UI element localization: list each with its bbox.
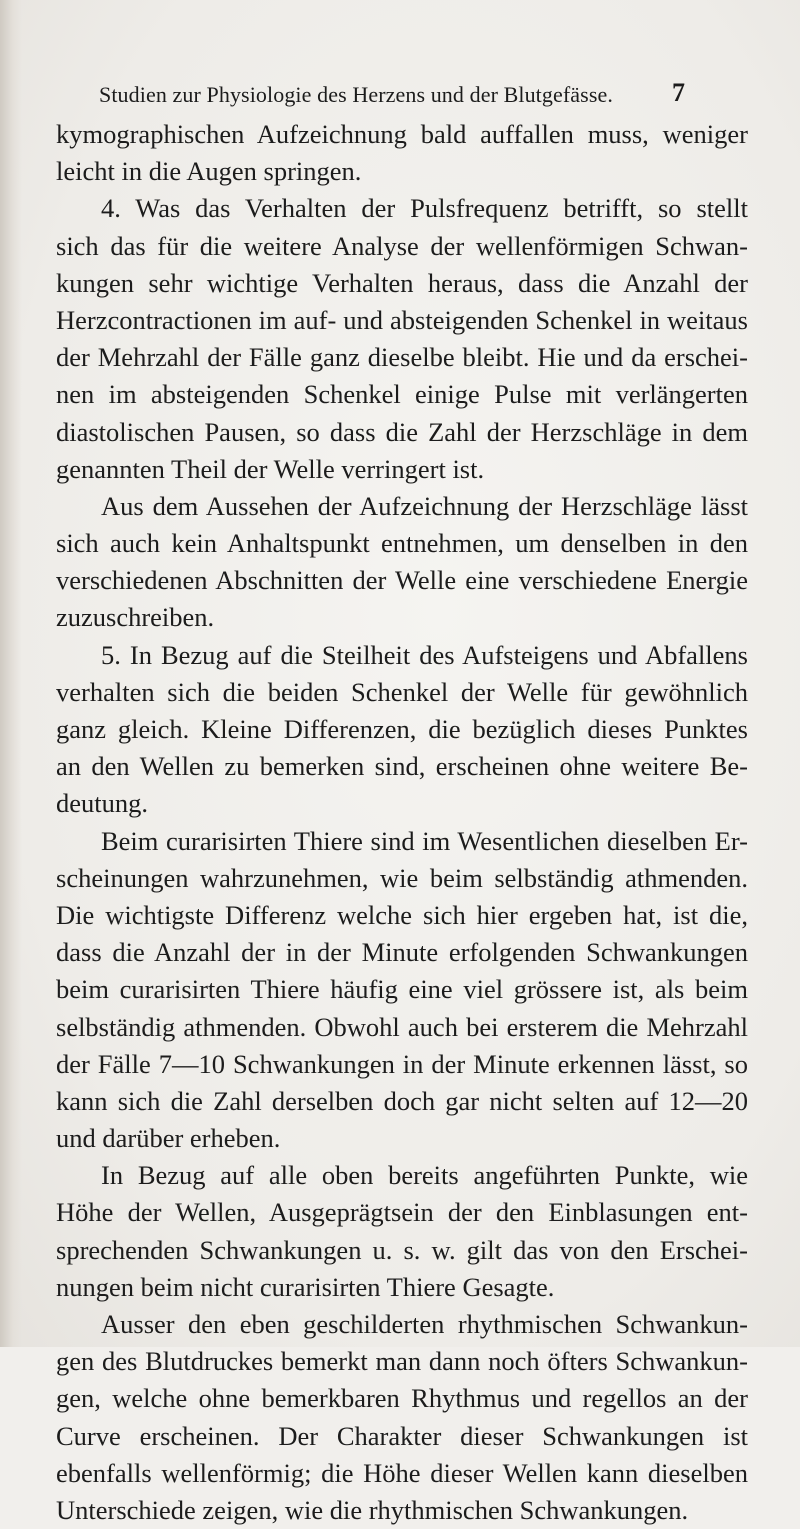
text-line: sich das für die weitere Analyse der wellenförmigen Schwan- [56,230,748,261]
text-line: der Mehrzahl der Fälle ganz dieselbe bleibt. Hie und da erschei- [56,342,748,373]
text-line: ganz gleich. Kleine Differenzen, die bezüglich dieses Punktes [56,714,748,744]
text-line: Herzcontractionen im auf- und absteigenden Schenkel in weitaus [56,304,748,335]
text-line: verhalten sich die beiden Schenkel der Welle für gewöhnlich [56,676,748,707]
page-header [0,78,800,118]
text-line: dass die Anzahl der in der Minute erfolgenden Schwankungen [56,937,748,968]
text-line: genannten Theil der Welle verringert ist. [56,453,485,484]
text-line: 5. In Bezug auf die Steilheit des Aufsteigens und Abfallens [101,639,748,670]
running-title: Studien zur Physiologie des Herzens und der Blutgefässe. [99,82,613,107]
text-line: Curve erscheinen. Der Charakter dieser Schwankungen ist [56,1420,748,1451]
page-binding-edge [0,0,22,1347]
text-line: deutung. [56,788,148,819]
text-line: kymographischen Aufzeichnung bald auffallen muss, weniger [56,119,748,149]
text-line: sprechenden Schwankungen u. s. w. gilt das von den Erschei- [56,1234,748,1265]
text-line: Ausser den eben geschilderten rhythmischen Schwankun- [101,1309,748,1339]
text-line: scheinungen wahrzunehmen, wie beim selbständig athmenden. [56,862,748,893]
text-line: Die wichtigste Differenz welche sich hier ergeben hat, ist die, [56,899,748,930]
body-text [56,116,748,1529]
text-line: nen im absteigenden Schenkel einige Pulse mit verlängerten [56,379,748,410]
text-line: In Bezug auf alle oben bereits angeführten Punkte, wie [101,1160,748,1191]
text-line: gen, welche ohne bemerkbaren Rhythmus und regellos an der [56,1383,748,1414]
text-line: kann sich die Zahl derselben doch gar nicht selten auf 12—20 [56,1085,748,1116]
text-line: diastolischen Pausen, so dass die Zahl der Herzschläge in dem [56,416,748,447]
text-line: verschiedenen Abschnitten der Welle eine verschiedene Energie [56,565,748,596]
text-line: und darüber erheben. [56,1123,281,1154]
text-line: Aus dem Aussehen der Aufzeichnung der Herzschläge lässt [101,490,748,521]
text-line: der Fälle 7—10 Schwankungen in der Minute erkennen lässt, so [56,1048,748,1079]
text-line: 4. Was das Verhalten der Pulsfrequenz betrifft, so stellt [101,193,748,224]
text-line: an den Wellen zu bemerken sind, erscheinen ohne weitere Be- [56,751,748,782]
text-line: zuzuschreiben. [56,602,215,633]
text-line: Höhe der Wellen, Ausgeprägtsein der den Einblasungen ent- [56,1197,748,1228]
text-line: Beim curarisirten Thiere sind im Wesentlichen dieselben Er- [101,825,748,856]
text-line: selbständig athmenden. Obwohl auch bei ersterem die Mehrzahl [56,1011,748,1042]
text-line: sich auch kein Anhaltspunkt entnehmen, um denselben in den [56,528,748,559]
text-line: nungen beim nicht curarisirten Thiere Gesagte. [56,1271,555,1302]
text-line: kungen sehr wichtige Verhalten heraus, dass die Anzahl der [56,267,748,298]
text-line: ebenfalls wellenförmig; die Höhe dieser Wellen kann dieselben [56,1457,748,1488]
text-line: leicht in die Augen springen. [56,156,362,187]
page-number: 7 [672,78,685,107]
text-line: gen des Blutdruckes bemerkt man dann noch öfters Schwankun- [56,1346,748,1377]
text-line: beim curarisirten Thiere häufig eine viel grössere ist, als beim [56,974,748,1005]
text-line: Unterschiede zeigen, wie die rhythmischen Schwankungen. [56,1494,689,1525]
